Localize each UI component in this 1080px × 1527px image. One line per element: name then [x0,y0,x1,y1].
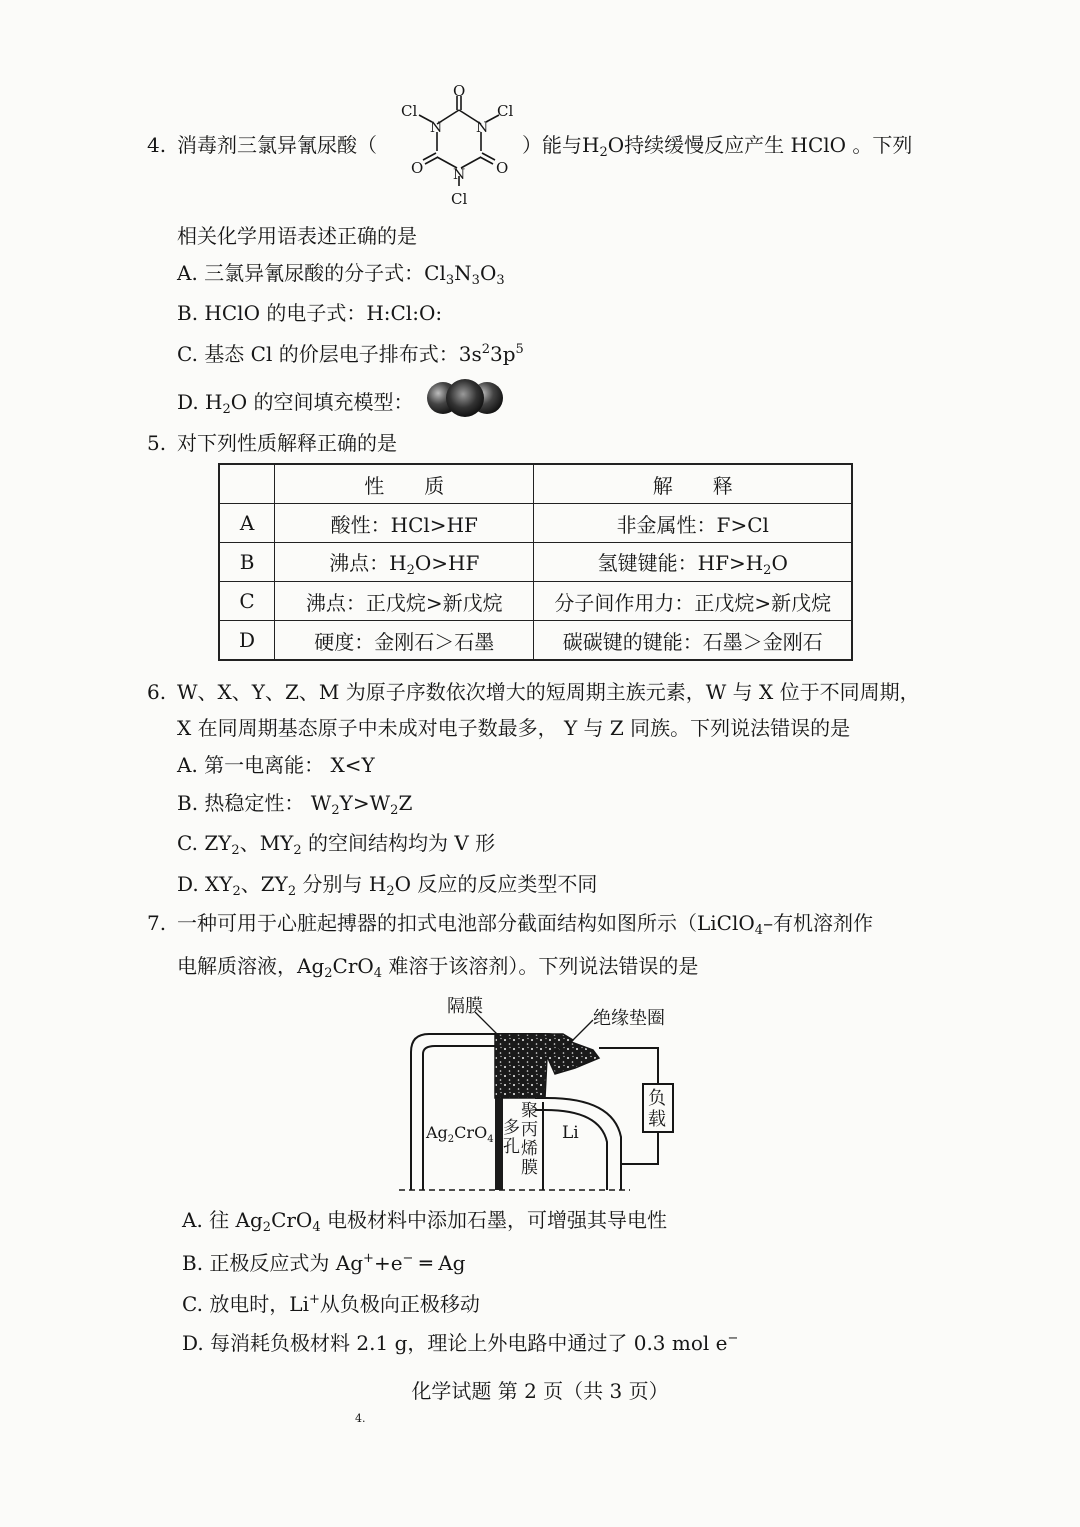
label-membrane-c1-2: 孔 [503,1137,520,1157]
q7-b-p1: + [363,1251,374,1266]
table-row [219,504,852,543]
row-explanation: 碳碳键的键能：石墨＞金刚石 [534,621,852,661]
q7-a-s2: 4 [312,1220,321,1235]
q4-a-label: A. [177,261,198,285]
row-b-expl-sub: 2 [763,562,772,578]
row-b-prop-a: 沸点：H [329,550,407,575]
q4-c-f2: 3p [490,342,516,366]
label-separator: 隔膜 [447,996,483,1017]
q6-a-text: 第一电离能： X<Y [204,753,375,777]
q4-d-sub: 2 [222,402,231,417]
q4-structure-o-right: O [496,159,509,177]
q6-d-b: 、ZY [240,872,288,896]
q7-b-a: 正极反应式为 Ag [209,1251,364,1275]
q4-option-a [177,263,505,287]
q7-stem-s2: 2 [324,966,333,981]
q6-d-s3: 2 [386,884,395,899]
q4-h2o-sub: 2 [599,145,608,160]
row-b-prop-b: O>HF [414,550,480,575]
q7-stem-c: 电解质溶液，Ag [177,954,325,978]
q7-option-b [182,1252,465,1273]
cathode-a: Ag [426,1123,448,1142]
q6-d-c: 分别与 H [296,872,387,896]
q4-d-label: D. [177,390,199,414]
row-b-expl-b: O [771,550,788,575]
q7-c-a: 放电时，Li [209,1292,309,1316]
q4-c-p2: 5 [515,342,524,357]
q4-c-p1: 2 [481,342,491,357]
q6-c-a: ZY [204,831,232,855]
row-property [275,543,534,582]
q6-c-c: 的空间结构均为 V 形 [301,831,496,855]
label-insulating-gasket: 绝缘垫圈 [593,1008,665,1029]
row-property: 硬度：金刚石＞石墨 [275,621,534,661]
cathode-b: CrO [454,1123,488,1142]
q4-stem-c: 持续缓慢反应产生 HClO 。下列 [624,133,913,157]
q7-b-label: B. [182,1251,204,1275]
q6-b-label: B. [177,791,199,815]
q6-option-c [177,833,495,857]
q7-a-c: 电极材料中添加石墨，可增强其导电性 [320,1208,667,1232]
q7-c-p: + [309,1292,320,1307]
q4-h2o-h: H [582,133,600,157]
q4-structure-n-right: N [476,120,489,136]
q4-structure-o-left: O [411,159,424,177]
row-explanation: 非金属性：F>Cl [534,504,852,543]
q6-a-label: A. [177,753,198,777]
q6-number: 6. [147,680,167,704]
q6-d-label: D. [177,872,199,896]
row-label: A [219,504,275,543]
q4-h2o-o: O [607,133,625,157]
q4-a-text: 三氯异氰尿酸的分子式： [204,261,425,285]
q5-number: 5. [147,431,167,455]
q7-stem-a: 一种可用于心脏起搏器的扣式电池部分截面结构如图所示（LiClO [177,911,755,935]
q6-b-a: 热稳定性： W [204,791,332,815]
q4-structure-cl-left: Cl [401,102,418,120]
q6-b-s2: 2 [390,803,399,818]
q6-d-s1: 2 [232,884,241,899]
q7-b-b: +e [373,1251,403,1275]
q7-a-b: CrO [271,1208,313,1232]
q7-d-label: D. [182,1331,204,1355]
q7-stem-b: –有机溶剂作 [763,911,874,935]
table-header-row [219,464,852,504]
q4-b-text: HClO 的电子式： [204,301,367,325]
q4-b-label: B. [177,301,199,325]
cathode-s2: 4 [487,1134,494,1145]
label-cathode [425,1123,494,1145]
q4-number: 4. [147,133,167,157]
q7-stem-line2 [177,956,698,980]
row-label: D [219,621,275,661]
q7-stem-s1: 4 [754,923,764,938]
q6-option-b [177,793,412,817]
q4-structure-cl-right: Cl [497,102,514,120]
q6-b-c: Z [398,791,413,815]
q7-a-label: A. [182,1208,203,1232]
q6-c-b: 、MY [239,831,294,855]
q4-a-s1: 3 [445,273,455,288]
q4-a-f2: N [454,261,472,285]
q4-structure-n-bottom: N [453,167,466,183]
q7-d-a: 每消耗负极材料 2.1 g，理论上外电路中通过了 0.3 mol e [210,1331,728,1355]
q4-stem-part1: 消毒剂三氯异氰尿酸（ [177,133,377,157]
q4-b-formula: H:Cl:O: [366,301,443,325]
table-row [219,543,852,582]
q6-c-s2: 2 [293,843,302,858]
q7-a-a: 往 Ag [209,1208,263,1232]
q7-d-p: − [727,1331,739,1346]
label-load-1: 负 [648,1088,666,1109]
q6-stem-line2: X 在同周期基态原子中未成对电子数最多， Y 与 Z 同族。下列说法错误的是 [177,716,851,740]
q4-option-c [177,343,524,364]
q7-c-label: C. [182,1292,203,1316]
row-b-expl-a: 氢键键能：HF>H [597,550,764,575]
q4-triazine-structure [395,82,525,210]
q6-c-label: C. [177,831,198,855]
q4-stem-b: ）能与 [522,133,582,157]
q4-structure-o-top: O [453,82,466,100]
q7-b-c: ═ Ag [413,1251,466,1275]
row-explanation [534,543,852,582]
q6-b-s1: 2 [331,803,340,818]
q4-option-d [177,392,414,416]
q4-structure-cl-bottom: Cl [451,190,468,208]
q6-d-a: XY [205,872,233,896]
page-footer: 化学试题 第 2 页（共 3 页） [411,1379,669,1403]
q7-stem-e: 难溶于该溶剂）。下列说法错误的是 [382,954,699,978]
label-membrane-c2-1: 聚 [521,1101,538,1121]
label-anode: Li [562,1123,579,1143]
q7-option-d [182,1332,738,1353]
table-header-explanation: 解 释 [534,464,852,504]
q4-structure-n-left: N [430,120,443,136]
q4-option-b [177,303,442,323]
q6-d-d: O 反应的反应类型不同 [394,872,598,896]
q7-a-s1: 2 [262,1220,272,1235]
q6-b-b: Y>W [339,791,391,815]
q4-stem-part2 [522,135,912,159]
table-row [219,582,852,621]
cathode-s1: 2 [447,1134,455,1145]
q7-c-b: 从负极向正极移动 [319,1292,480,1316]
label-load-2: 载 [648,1109,666,1130]
table-row [219,621,852,661]
q4-a-s2: 3 [471,273,480,288]
row-label: B [219,543,275,582]
row-explanation: 分子间作用力：正戊烷>新戊烷 [534,582,852,621]
q4-a-f1: Cl [424,261,446,285]
label-membrane-c2-2: 丙 [521,1120,538,1140]
q4-c-f1: 3s [458,342,482,366]
water-space-filling-model-image [425,377,505,419]
q6-stem-line1: W、X、Y、Z、M 为原子序数依次增大的短周期主族元素，W 与 X 位于不同周期， [177,680,920,704]
q6-option-a [177,755,375,775]
table-header-property: 性 质 [275,464,534,504]
table-header-blank [219,464,275,504]
q4-c-text: 基态 Cl 的价层电子排布式： [204,342,459,366]
label-membrane-c1-1: 多 [503,1118,520,1138]
q4-a-f3: O [479,261,497,285]
q6-option-d [177,874,597,898]
q4-d-h: H [205,390,223,414]
q7-stem-s3: 4 [373,966,383,981]
row-property: 沸点：正戊烷>新戊烷 [275,582,534,621]
q7-option-c [182,1293,480,1314]
q5-stem: 对下列性质解释正确的是 [177,431,397,455]
q4-d-text: O 的空间填充模型： [230,390,414,414]
property-explanation-table [218,463,853,661]
q7-option-a [182,1210,667,1234]
label-membrane-c2-4: 膜 [521,1158,538,1178]
q6-c-s1: 2 [231,843,240,858]
q7-number: 7. [147,911,167,935]
q4-c-label: C. [177,342,198,366]
scan-mark: 4. [355,1412,366,1425]
row-b-prop-sub: 2 [406,562,415,578]
q4-stem-part3: 相关化学用语表述正确的是 [177,224,417,248]
q7-stem-d: CrO [332,954,374,978]
q4-a-s3: 3 [496,273,505,288]
row-property: 酸性：HCl>HF [275,504,534,543]
button-battery-cross-section-diagram [395,992,685,1197]
row-label: C [219,582,275,621]
q7-b-p2: − [402,1251,414,1266]
label-membrane-c2-3: 烯 [521,1139,538,1159]
q7-stem-line1 [177,913,873,937]
q6-d-s2: 2 [287,884,297,899]
